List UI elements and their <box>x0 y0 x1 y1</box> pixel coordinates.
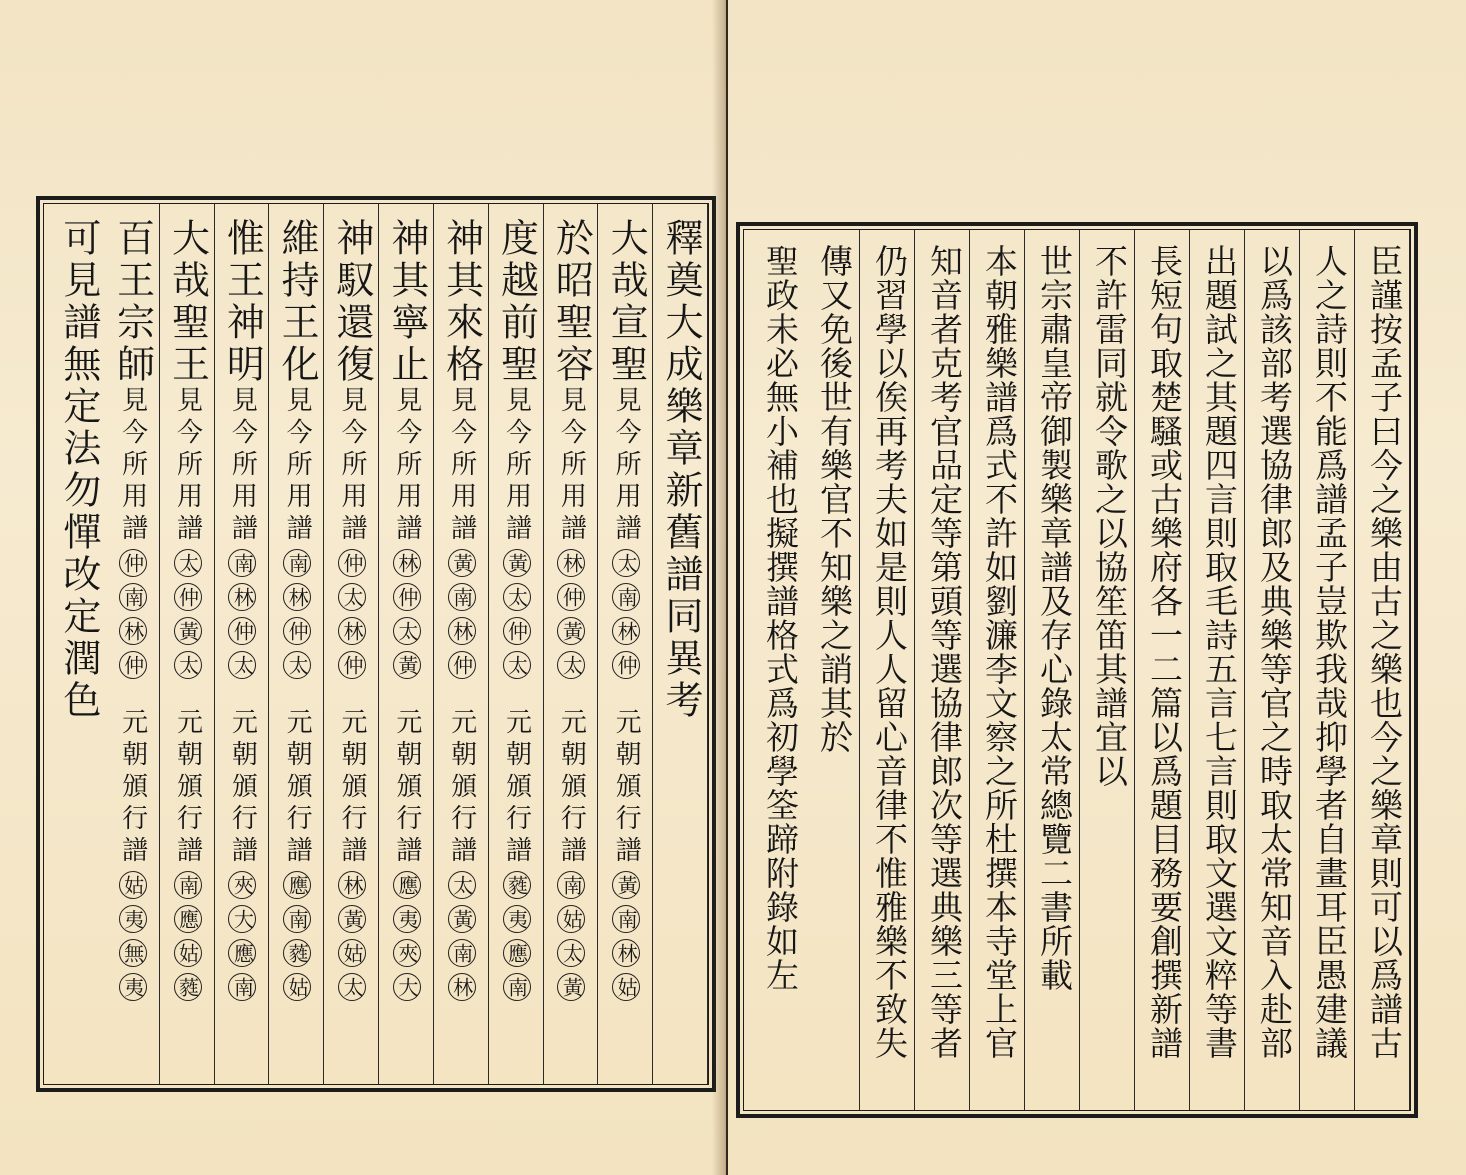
circled-note-modern: 仲 <box>119 651 147 679</box>
yuan-score-label: 元朝頒行譜 <box>172 708 203 868</box>
text-column <box>1190 230 1245 1110</box>
lyric-text: 神其來格 <box>439 218 484 386</box>
closing-text: 可見譜無定法勿憚改定潤色 <box>56 218 101 722</box>
circled-note-yuan: 大 <box>393 973 421 1001</box>
yuan-score-label: 元朝頒行譜 <box>227 708 258 868</box>
right-frame <box>736 222 1418 1118</box>
circled-note-modern: 黃 <box>448 549 476 577</box>
circled-note-modern: 黃 <box>503 549 531 577</box>
circled-note-yuan: 應 <box>174 905 202 933</box>
circled-note-modern: 南 <box>612 583 640 611</box>
yuan-score-label: 元朝頒行譜 <box>337 708 367 868</box>
circled-note-yuan: 黃 <box>338 905 366 933</box>
circled-note-yuan: 大 <box>228 905 256 933</box>
circled-note-yuan: 姑 <box>119 871 147 899</box>
left-page <box>0 0 726 1175</box>
circled-note-modern: 仲 <box>228 617 256 645</box>
circled-note-modern: 黃 <box>393 651 421 679</box>
circled-note-modern: 太 <box>283 651 311 679</box>
modern-score-label: 見今所用譜 <box>117 386 148 546</box>
modern-score-label: 見今所用譜 <box>611 386 642 546</box>
circled-note-yuan: 應 <box>228 939 256 967</box>
body-text: 傳又免後世有樂官不知樂之誚其於 <box>815 244 854 754</box>
circled-note-modern: 林 <box>393 549 421 577</box>
modern-score-label: 見今所用譜 <box>227 386 258 546</box>
circled-note-modern: 仲 <box>119 549 147 577</box>
circled-note-yuan: 夾 <box>228 871 256 899</box>
circled-note-modern: 仲 <box>557 583 585 611</box>
score-column <box>544 204 599 1084</box>
circled-note-yuan: 應 <box>393 871 421 899</box>
circled-note-yuan: 南 <box>283 905 311 933</box>
modern-score-label: 見今所用譜 <box>556 386 587 546</box>
title-text: 釋奠大成樂章新舊譜同異考 <box>659 218 703 722</box>
circled-note-yuan: 夷 <box>119 973 147 1001</box>
yuan-score-label: 元朝頒行譜 <box>391 708 422 868</box>
circled-note-yuan: 夾 <box>393 939 421 967</box>
circled-note-yuan: 黃 <box>448 905 476 933</box>
circled-note-yuan: 南 <box>503 973 531 1001</box>
circled-note-yuan: 南 <box>174 871 202 899</box>
modern-score-label: 見今所用譜 <box>172 386 203 546</box>
yuan-score-label: 元朝頒行譜 <box>501 708 532 868</box>
body-text: 聖政未必無小補也擬撰譜格式爲初學筌蹄附錄如左 <box>761 244 800 992</box>
lyric-text: 維持王化 <box>275 218 320 386</box>
body-text: 出題試之其題四言則取毛詩五言七言則取文選文粹等書 <box>1200 244 1239 1060</box>
yuan-score-label: 元朝頒行譜 <box>611 708 642 868</box>
left-frame-inner <box>43 203 709 1085</box>
circled-note-modern: 仲 <box>283 617 311 645</box>
circled-note-modern: 仲 <box>174 583 202 611</box>
circled-note-yuan: 無 <box>119 939 147 967</box>
text-column <box>970 230 1025 1110</box>
right-page <box>728 0 1466 1175</box>
text-column <box>1245 230 1300 1110</box>
lyric-text: 大哉聖王 <box>165 218 210 386</box>
circled-note-yuan: 太 <box>448 871 476 899</box>
circled-note-yuan: 林 <box>612 939 640 967</box>
circled-note-yuan: 林 <box>448 973 476 1001</box>
circled-note-yuan: 南 <box>612 905 640 933</box>
lyric-text: 惟王神明 <box>220 218 265 386</box>
score-column <box>379 204 434 1084</box>
circled-note-yuan: 林 <box>338 871 366 899</box>
body-text: 人之詩則不能爲譜孟子豈欺我哉抑學者自畫耳臣愚建議 <box>1310 244 1349 1060</box>
circled-note-modern: 太 <box>174 651 202 679</box>
body-text: 以爲該部考選協律郎及典樂等官之時取太常知音入赴部 <box>1255 244 1294 1060</box>
score-column <box>489 204 544 1084</box>
text-column <box>1135 230 1190 1110</box>
text-column <box>1025 230 1080 1110</box>
circled-note-yuan: 南 <box>448 939 476 967</box>
circled-note-modern: 太 <box>174 549 202 577</box>
yuan-score-label: 元朝頒行譜 <box>117 708 148 868</box>
circled-note-modern: 南 <box>283 549 311 577</box>
lyric-text: 百王宗師 <box>110 218 155 386</box>
score-column <box>598 204 653 1084</box>
circled-note-modern: 南 <box>228 549 256 577</box>
circled-note-yuan: 應 <box>283 871 311 899</box>
circled-note-modern: 太 <box>503 583 531 611</box>
score-column <box>434 204 489 1084</box>
text-column <box>860 230 915 1110</box>
body-text: 臣謹按孟子曰今之樂由古之樂也今之樂章則可以爲譜古 <box>1365 244 1404 1060</box>
circled-note-yuan: 南 <box>228 973 256 1001</box>
score-column <box>215 204 270 1084</box>
text-column <box>805 230 860 1110</box>
circled-note-yuan: 黃 <box>557 973 585 1001</box>
circled-note-modern: 仲 <box>503 617 531 645</box>
circled-note-yuan: 姑 <box>612 973 640 1001</box>
circled-note-modern: 太 <box>612 549 640 577</box>
circled-note-modern: 仲 <box>448 651 476 679</box>
circled-note-yuan: 姑 <box>283 973 311 1001</box>
circled-note-modern: 仲 <box>393 583 421 611</box>
circled-note-modern: 太 <box>338 583 366 611</box>
lyric-text: 神其寧止 <box>384 218 429 386</box>
circled-note-modern: 林 <box>119 617 147 645</box>
circled-note-modern: 仲 <box>338 651 366 679</box>
circled-note-yuan: 蕤 <box>283 939 311 967</box>
circled-note-yuan: 黃 <box>612 871 640 899</box>
circled-note-modern: 黃 <box>557 617 585 645</box>
circled-note-modern: 太 <box>393 617 421 645</box>
circled-note-yuan: 夷 <box>503 905 531 933</box>
circled-note-modern: 南 <box>119 583 147 611</box>
score-column <box>160 204 215 1084</box>
yuan-score-label: 元朝頒行譜 <box>282 708 313 868</box>
circled-note-modern: 仲 <box>612 651 640 679</box>
circled-note-modern: 林 <box>557 549 585 577</box>
modern-score-label: 見今所用譜 <box>446 386 477 546</box>
left-frame <box>36 196 716 1092</box>
closing-note <box>50 204 105 1084</box>
circled-note-modern: 林 <box>228 583 256 611</box>
circled-note-yuan: 太 <box>338 973 366 1001</box>
score-column <box>269 204 324 1084</box>
yuan-score-label: 元朝頒行譜 <box>556 708 587 868</box>
circled-note-yuan: 夷 <box>393 905 421 933</box>
circled-note-modern: 太 <box>557 651 585 679</box>
circled-note-modern: 太 <box>503 651 531 679</box>
circled-note-yuan: 姑 <box>338 939 366 967</box>
circled-note-yuan: 蕤 <box>174 973 202 1001</box>
score-column <box>105 204 160 1084</box>
score-column <box>324 204 379 1084</box>
lyric-text: 神馭還復 <box>330 218 374 386</box>
text-column <box>1080 230 1135 1110</box>
section-title <box>653 204 708 1084</box>
text-column <box>1300 230 1355 1110</box>
modern-score-label: 見今所用譜 <box>391 386 422 546</box>
lyric-text: 於昭聖容 <box>549 218 594 386</box>
circled-note-modern: 林 <box>448 617 476 645</box>
circled-note-modern: 南 <box>448 583 476 611</box>
circled-note-modern: 林 <box>612 617 640 645</box>
circled-note-modern: 仲 <box>338 549 366 577</box>
lyric-text: 度越前聖 <box>494 218 539 386</box>
body-text: 知音者克考官品定等第頭等選協律郎次等選典樂三等者 <box>925 244 964 1060</box>
circled-note-yuan: 夷 <box>119 905 147 933</box>
body-text: 世宗肅皇帝御製樂章譜及存心錄太常總覽二書所載 <box>1035 244 1074 992</box>
body-text: 長短句取楚騷或古樂府各一二篇以爲題目務要創撰新譜 <box>1145 244 1184 1060</box>
body-text: 本朝雅樂譜爲式不許如劉濂李文察之所杜撰本寺堂上官 <box>980 244 1019 1060</box>
circled-note-yuan: 太 <box>557 939 585 967</box>
circled-note-modern: 林 <box>283 583 311 611</box>
circled-note-yuan: 南 <box>557 871 585 899</box>
modern-score-label: 見今所用譜 <box>337 386 367 546</box>
circled-note-yuan: 應 <box>503 939 531 967</box>
circled-note-modern: 林 <box>338 617 366 645</box>
body-text: 不許雷同就令歌之以協笙笛其譜宜以 <box>1090 244 1129 788</box>
modern-score-label: 見今所用譜 <box>501 386 532 546</box>
text-column <box>915 230 970 1110</box>
circled-note-modern: 太 <box>228 651 256 679</box>
circled-note-yuan: 姑 <box>174 939 202 967</box>
right-frame-inner <box>743 229 1411 1111</box>
text-column <box>1355 230 1410 1110</box>
yuan-score-label: 元朝頒行譜 <box>446 708 477 868</box>
modern-score-label: 見今所用譜 <box>282 386 313 546</box>
text-column <box>750 230 805 1110</box>
body-text: 仍習學以俟再考夫如是則人人留心音律不惟雅樂不致失 <box>870 244 909 1060</box>
circled-note-yuan: 姑 <box>557 905 585 933</box>
circled-note-yuan: 蕤 <box>503 871 531 899</box>
lyric-text: 大哉宣聖 <box>604 218 649 386</box>
circled-note-modern: 黃 <box>174 617 202 645</box>
